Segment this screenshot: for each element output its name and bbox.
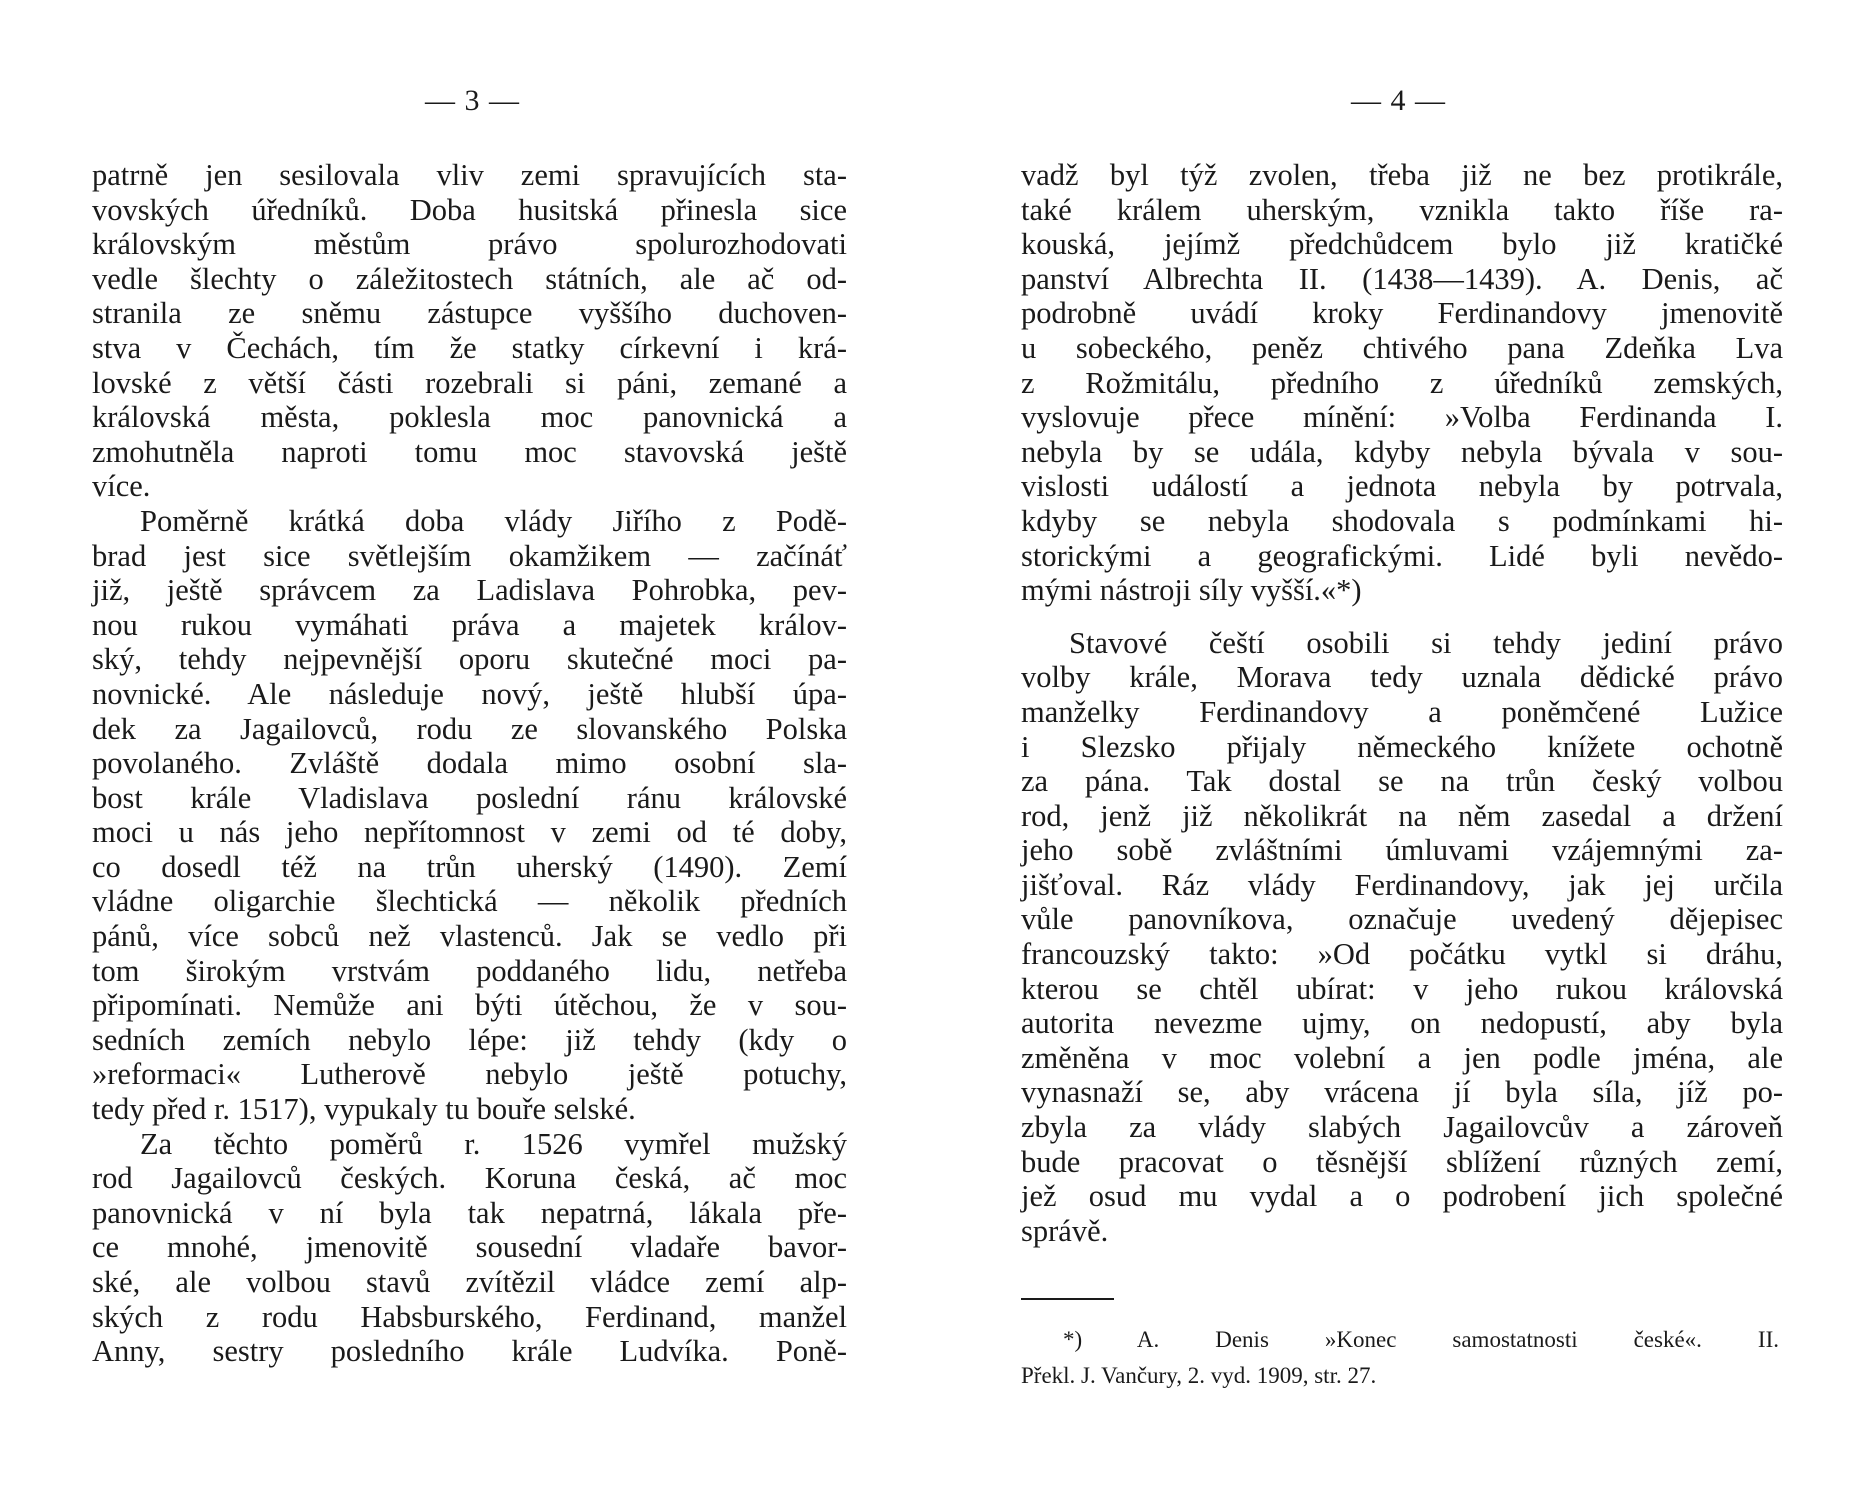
text-line: za pána. Tak dostal se na trůn český volbou <box>1021 764 1783 799</box>
text-line: také králem uherským, vznikla takto říše ra- <box>1021 192 1783 227</box>
text-line: francouzský takto: »Od počátku vytkl si dráhu, <box>1021 937 1783 972</box>
text-line: kterou se chtěl ubírat: v jeho rukou královská <box>1021 971 1783 1006</box>
text-line: moci u nás jeho nepřítomnost v zemi od té doby, <box>92 815 847 850</box>
text-line: co dosedl též na trůn uherský (1490). Zemí <box>92 849 847 884</box>
paragraph-gap <box>1021 608 1783 626</box>
text-line: povolaného. Zvláště dodala mimo osobní sla- <box>92 746 847 781</box>
text-line: připomínati. Nemůže ani býti útěchou, že v sou- <box>92 988 847 1023</box>
text-line: tom širokým vrstvám poddaného lidu, netřeba <box>92 953 847 988</box>
footnote-line: *) A. Denis »Konec samostatnosti české«. II. <box>1063 1327 1779 1352</box>
text-line: storickými a geografickými. Lidé byli nevědo- <box>1021 538 1783 573</box>
body-text <box>1021 158 1783 1248</box>
text-line: brad jest sice světlejším okamžikem — začínáť <box>92 538 847 573</box>
text-line: jeho sobě zvláštními úmluvami vzájemnými za- <box>1021 833 1783 868</box>
text-line: Anny, sestry posledního krále Ludvíka. Poně- <box>92 1334 847 1369</box>
footnote <box>1021 1322 1779 1394</box>
text-line: manželky Ferdinandovy a poněmčené Lužice <box>1021 694 1783 729</box>
text-line: nebyla by se udála, kdyby nebyla bývala v sou- <box>1021 434 1783 469</box>
text-line: stva v Čechách, tím že statky církevní i krá- <box>92 330 847 365</box>
text-line: mými nástroji síly vyšší.«*) <box>1021 573 1362 608</box>
text-line: dek za Jagailovců, rodu ze slovanského Polska <box>92 711 847 746</box>
text-line: zbyla za vlády slabých Jagailovcův a zároveň <box>1021 1110 1783 1145</box>
text-line: ských z rodu Habsburského, Ferdinand, manžel <box>92 1299 847 1334</box>
text-line: již, ještě správcem za Ladislava Pohrobka, pev- <box>92 573 847 608</box>
text-line: Za těchto poměrů r. 1526 vymřel mužský <box>140 1126 847 1161</box>
text-line: královským městům právo spolurozhodovati <box>92 227 847 262</box>
page-number: — 4 — <box>1351 84 1446 117</box>
footnote-line: Překl. J. Vančury, 2. vyd. 1909, str. 27. <box>1021 1363 1377 1388</box>
text-line: zmohutněla naproti tomu moc stavovská ještě <box>92 434 847 469</box>
text-line: nou rukou vymáhati práva a majetek králov- <box>92 607 847 642</box>
text-line: lovské z větší části rozebrali si páni, zemané a <box>92 365 847 400</box>
text-line: autorita nevezme ujmy, on nedopustí, aby byla <box>1021 1006 1783 1041</box>
page-number: — 3 — <box>425 84 520 117</box>
text-line: vládne oligarchie šlechtická — několik předních <box>92 884 847 919</box>
body-text <box>92 158 847 1369</box>
text-line: tedy před r. 1517), vypukaly tu bouře selské. <box>92 1092 636 1127</box>
text-line: jišťoval. Ráz vlády Ferdinandovy, jak jej určila <box>1021 867 1783 902</box>
text-line: bost krále Vladislava poslední ránu královské <box>92 780 847 815</box>
text-line: bude pracovat o těsnější sblížení různých zemí, <box>1021 1144 1783 1179</box>
text-line: správě. <box>1021 1213 1109 1248</box>
text-line: vovských úředníků. Doba husitská přinesla sice <box>92 192 847 227</box>
text-line: panovnická v ní byla tak nepatrná, lákala pře- <box>92 1195 847 1230</box>
text-line: stranila ze sněmu zástupce vyššího duchoven- <box>92 296 847 331</box>
text-line: více. <box>92 469 151 504</box>
footnote-divider <box>1021 1298 1114 1300</box>
text-line: panství Albrechta II. (1438—1439). A. Denis, ač <box>1021 261 1783 296</box>
right-page <box>931 0 1862 1500</box>
text-line: kdyby se nebyla shodovala s podmínkami hi- <box>1021 503 1783 538</box>
text-line: patrně jen sesilovala vliv zemi spravujících sta- <box>92 158 847 192</box>
text-line: kouská, jejímž předchůdcem bylo již kratičké <box>1021 227 1783 262</box>
text-line: ský, tehdy nejpevnější oporu skutečné moci pa- <box>92 642 847 677</box>
text-line: ské, ale volbou stavů zvítězil vládce zemí alp- <box>92 1265 847 1299</box>
text-line: změněna v moc volební a jen podle jména, ale <box>1021 1040 1783 1075</box>
text-line: rod, jenž již několikrát na něm zasedal a držení <box>1021 798 1783 833</box>
text-line: rod Jagailovců českých. Koruna česká, ač moc <box>92 1161 847 1196</box>
text-line: podrobně uvádí kroky Ferdinandovy jmenovitě <box>1021 296 1783 331</box>
text-line: sedních zemích nebylo lépe: již tehdy (kdy o <box>92 1022 847 1057</box>
text-line: ce mnohé, jmenovitě sousední vladaře bavor- <box>92 1230 847 1265</box>
text-line: vynasnaží se, aby vrácena jí byla síla, jíž po- <box>1021 1075 1783 1110</box>
text-line: z Rožmitálu, předního z úředníků zemských, <box>1021 365 1783 400</box>
text-line: vedle šlechty o záležitostech státních, ale ač od- <box>92 261 847 296</box>
text-line: vadž byl týž zvolen, třeba již ne bez protikrále, <box>1021 158 1783 192</box>
text-line: Poměrně krátká doba vlády Jiřího z Podě- <box>140 503 847 538</box>
text-line: u sobeckého, peněz chtivého pana Zdeňka Lva <box>1021 330 1783 365</box>
text-line: i Slezsko přijaly německého knížete ochotně <box>1021 729 1783 764</box>
text-line: vislosti událostí a jednota nebyla by potrvala, <box>1021 469 1783 504</box>
text-line: vůle panovníkova, označuje uvedený dějepisec <box>1021 902 1783 937</box>
text-line: pánů, více sobců než vlastenců. Jak se vedlo při <box>92 919 847 954</box>
text-line: novnické. Ale následuje nový, ještě hlubší úpa- <box>92 676 847 711</box>
text-line: vyslovuje přece mínění: »Volba Ferdinanda I. <box>1021 400 1783 435</box>
text-line: královská města, poklesla moc panovnická a <box>92 400 847 435</box>
text-line: volby krále, Morava tedy uznala dědické právo <box>1021 660 1783 695</box>
text-line: »reformaci« Lutherově nebylo ještě potuchy, <box>92 1057 847 1092</box>
text-line: jež osud mu vydal a o podrobení jich společné <box>1021 1179 1783 1214</box>
text-line: Stavové čeští osobili si tehdy jediní právo <box>1069 625 1783 660</box>
